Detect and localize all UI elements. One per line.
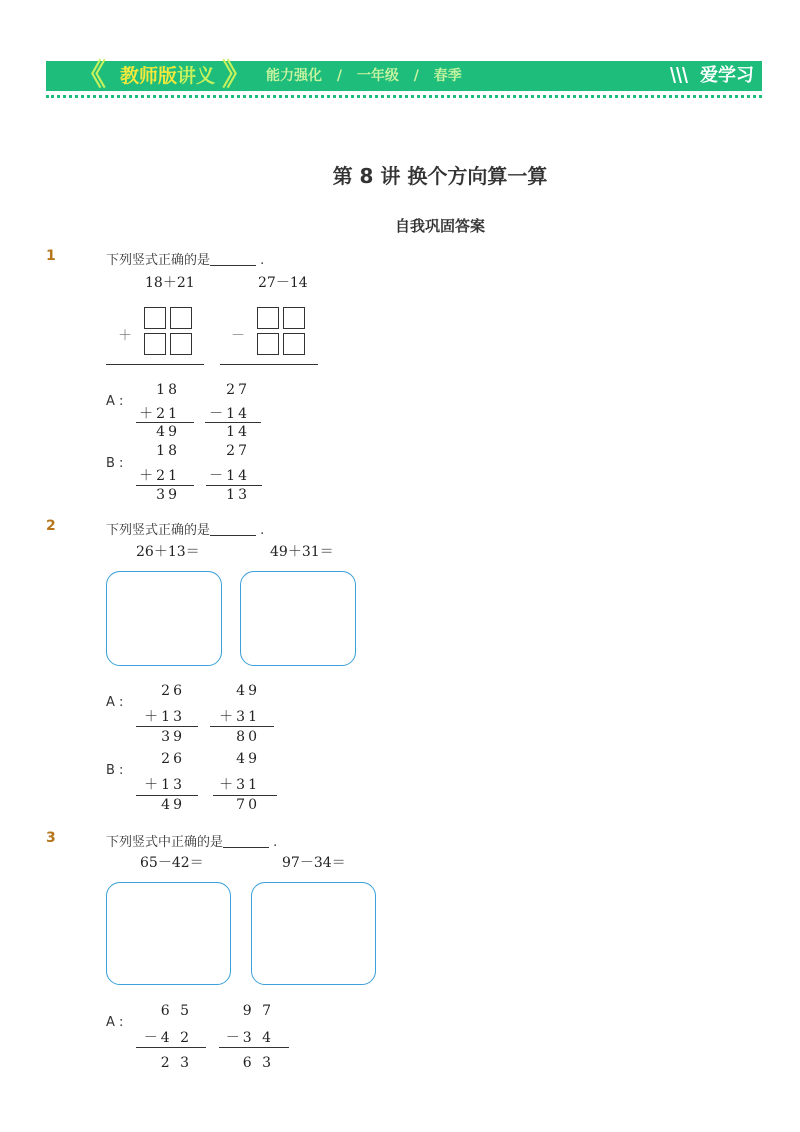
addend: ＋13	[144, 709, 185, 725]
expression: 27－14	[258, 275, 308, 291]
option-label: B :	[106, 456, 124, 471]
minuend: 9 7	[242, 1003, 274, 1019]
addend: ＋21	[139, 406, 180, 422]
result: 49	[161, 797, 185, 813]
handout-tag	[120, 61, 215, 91]
chevron-right-icon: 》	[222, 58, 252, 93]
breadcrumb-sep: /	[336, 68, 342, 84]
addend: ＋13	[144, 777, 185, 793]
difference-line	[136, 1047, 206, 1048]
digit-box	[283, 333, 305, 355]
expression: 65－42＝	[140, 855, 204, 871]
breadcrumb-item: 春季	[433, 68, 462, 84]
difference-line	[205, 422, 261, 423]
addend: ＋31	[219, 709, 260, 725]
result: 39	[161, 729, 185, 745]
chevron-left-icon: 《	[76, 58, 106, 93]
breadcrumb	[266, 61, 472, 91]
work-area	[106, 882, 231, 985]
header-divider	[46, 95, 762, 98]
option-label: A :	[106, 394, 124, 409]
difference-line	[206, 485, 262, 486]
result: 2 3	[160, 1055, 192, 1071]
result: 14	[226, 424, 250, 440]
result: 13	[226, 487, 250, 503]
plus-sign: ＋	[118, 328, 132, 344]
option-label: A :	[106, 695, 124, 710]
result: 80	[236, 729, 260, 745]
question-period: .	[260, 253, 265, 268]
brand-name: 爱学习	[700, 65, 754, 86]
question-text	[106, 519, 264, 538]
subtrahend: －3 4	[225, 1030, 274, 1046]
question-number: 3	[46, 830, 56, 846]
option-label: A :	[106, 1015, 124, 1030]
answer-blank	[223, 835, 269, 848]
minuend: 6 5	[160, 1003, 192, 1019]
question-text	[106, 831, 277, 850]
subtrahend: －14	[209, 406, 250, 422]
addend: 26	[161, 683, 185, 699]
expression: 18＋21	[145, 275, 195, 291]
tag-teacher: 教师版	[120, 65, 178, 87]
minus-sign: －	[231, 328, 245, 344]
question-number: 2	[46, 518, 56, 534]
answer-blank	[210, 523, 256, 536]
breadcrumb-item: 一年级	[356, 68, 399, 84]
addend: 26	[161, 751, 185, 767]
addend: 49	[236, 683, 260, 699]
question-number: 1	[46, 248, 56, 264]
expression: 26＋13＝	[136, 544, 200, 560]
result: 39	[156, 487, 180, 503]
sum-line	[136, 485, 194, 486]
addend: 18	[156, 443, 180, 459]
digit-box	[144, 307, 166, 329]
page-subtitle: 自我巩固答案	[394, 217, 485, 235]
result: 6 3	[242, 1055, 274, 1071]
digit-box	[144, 333, 166, 355]
question-prompt: 下列竖式正确的是	[106, 253, 211, 268]
digit-box	[283, 307, 305, 329]
sum-line	[136, 726, 198, 727]
subtrahend: －14	[209, 468, 250, 484]
result: 70	[236, 797, 260, 813]
minuend: 27	[226, 382, 250, 398]
brand-logo	[668, 61, 754, 91]
question-text	[106, 249, 264, 268]
work-area	[251, 882, 376, 985]
work-area	[106, 571, 222, 666]
subtrahend: －4 2	[143, 1030, 192, 1046]
option-label: B :	[106, 763, 124, 778]
page-title: 第 8 讲 换个方向算一算	[332, 164, 548, 188]
work-area	[240, 571, 356, 666]
sum-line	[106, 364, 204, 365]
result: 49	[156, 424, 180, 440]
expression: 97－34＝	[282, 855, 346, 871]
addend: 18	[156, 382, 180, 398]
difference-line	[220, 364, 318, 365]
addend: ＋31	[219, 777, 260, 793]
header-bar	[46, 58, 762, 93]
difference-line	[219, 1047, 289, 1048]
digit-box	[170, 333, 192, 355]
breadcrumb-sep: /	[413, 68, 419, 84]
brand-mark-icon	[668, 65, 694, 85]
question-period: .	[260, 523, 265, 538]
question-period: .	[273, 835, 278, 850]
digit-box	[257, 307, 279, 329]
sum-line	[213, 795, 277, 796]
tag-handout: 讲义	[177, 65, 216, 87]
addend: 49	[236, 751, 260, 767]
sum-line	[136, 795, 198, 796]
sum-line	[136, 422, 194, 423]
question-prompt: 下列竖式正确的是	[106, 523, 211, 538]
digit-box	[170, 307, 192, 329]
sum-line	[210, 726, 274, 727]
breadcrumb-item: 能力强化	[266, 68, 322, 84]
answer-blank	[210, 253, 256, 266]
expression: 49＋31＝	[270, 544, 334, 560]
digit-box	[257, 333, 279, 355]
addend: ＋21	[139, 468, 180, 484]
minuend: 27	[226, 443, 250, 459]
question-prompt: 下列竖式中正确的是	[106, 835, 224, 850]
